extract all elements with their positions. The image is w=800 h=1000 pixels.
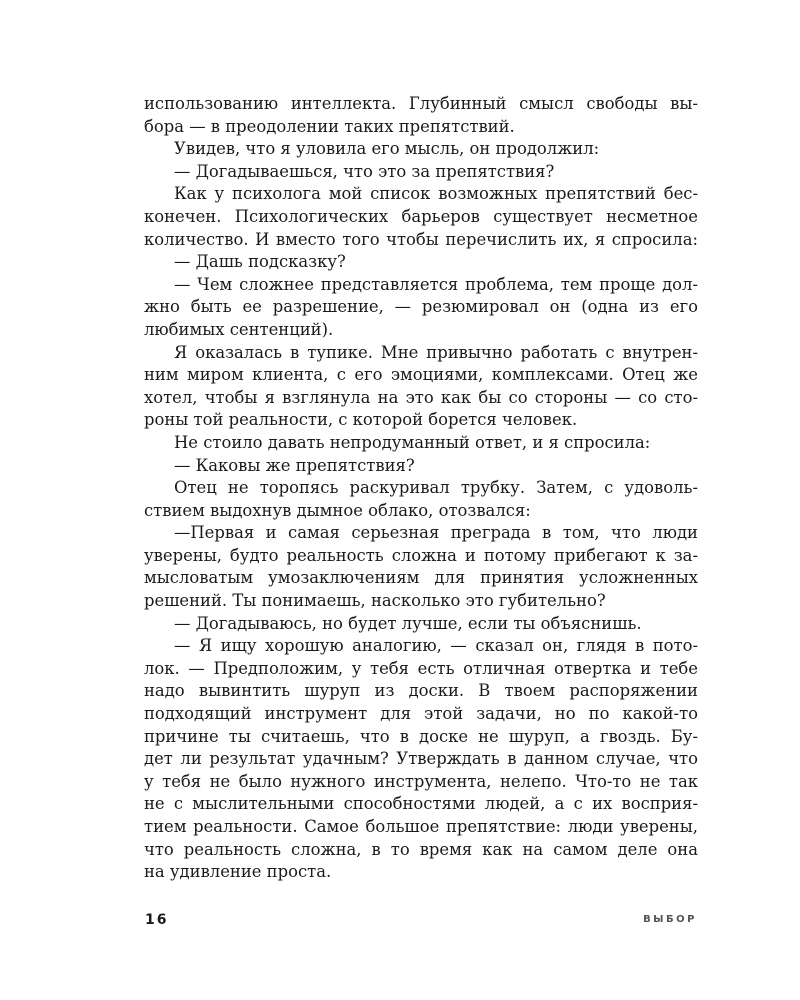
text-line: — Каковы же препятствия? [174,455,415,475]
text-line: Увидев, что я уловила его мысль, он продолжил: [174,139,600,159]
text-line: лок. — Предположим, у тебя есть отличная отвертка и тебе [144,658,698,678]
text-line: любимых сентенций). [144,319,334,339]
text-line: — Чем сложнее представляется проблема, тем проще дол- [174,274,698,294]
text-line: на удивление проста. [144,862,332,882]
text-line: подходящий инструмент для этой задачи, но по какой-то [144,704,698,724]
text-line: хотел, чтобы я взглянула на это как бы со стороны — со сто- [144,387,698,407]
text-line: у тебя не было нужного инструмента, нелепо. Что-то не так [144,771,698,791]
text-line: Отец не торопясь раскуривал трубку. Затем, с удоволь- [174,478,698,498]
page-body-text [144,93,698,884]
text-line: Я оказалась в тупике. Мне привычно работать с внутрен- [174,342,698,362]
text-line: уверены, будто реальность сложна и потому прибегают к за- [144,545,698,565]
text-line: ним миром клиента, с его эмоциями, комплексами. Отец же [144,365,698,385]
text-line: — Я ищу хорошую аналогию, — сказал он, глядя в пото- [174,636,698,656]
text-line: жно быть ее разрешение, — резюмировал он (одна из его [144,297,698,317]
text-line: —Первая и самая серьезная преграда в том, что люди [174,523,698,543]
text-line: роны той реальности, с которой борется человек. [144,410,578,430]
text-line: — Догадываюсь, но будет лучше, если ты объяснишь. [174,613,642,633]
text-line: бора — в преодолении таких препятствий. [144,116,515,136]
text-line: решений. Ты понимаешь, насколько это губительно? [144,591,606,611]
text-line: причине ты считаешь, что в доске не шуруп, а гвоздь. Бу- [144,726,698,746]
text-line: не с мыслительными способностями людей, а с их восприя- [144,794,698,814]
text-line: использованию интеллекта. Глубинный смысл свободы вы- [144,94,698,113]
text-line: Не стоило давать непродуманный ответ, и я спросила: [174,432,651,452]
running-title: ВЫБОР [643,914,697,925]
text-line: что реальность сложна, в то время как на самом деле она [144,839,698,859]
text-line: количество. И вместо того чтобы перечислить их, я спросила: [144,229,698,249]
text-line: дет ли результат удачным? Утверждать в данном случае, что [144,749,698,769]
text-line: тием реальности. Самое большое препятствие: люди уверены, [144,817,698,836]
text-line: конечен. Психологических барьеров существует несметное [144,206,698,226]
text-line: надо вывинтить шуруп из доски. В твоем распоряжении [144,681,698,701]
text-line: — Дашь подсказку? [174,252,346,272]
page-number: 16 [145,912,169,928]
text-line: Как у психолога мой список возможных препятствий бес- [174,184,698,204]
text-line: мысловатым умозаключениям для принятия усложненных [144,568,698,588]
text-line: ствием выдохнув дымное облако, отозвался: [144,500,531,520]
text-line: — Догадываешься, что это за препятствия? [174,161,555,181]
